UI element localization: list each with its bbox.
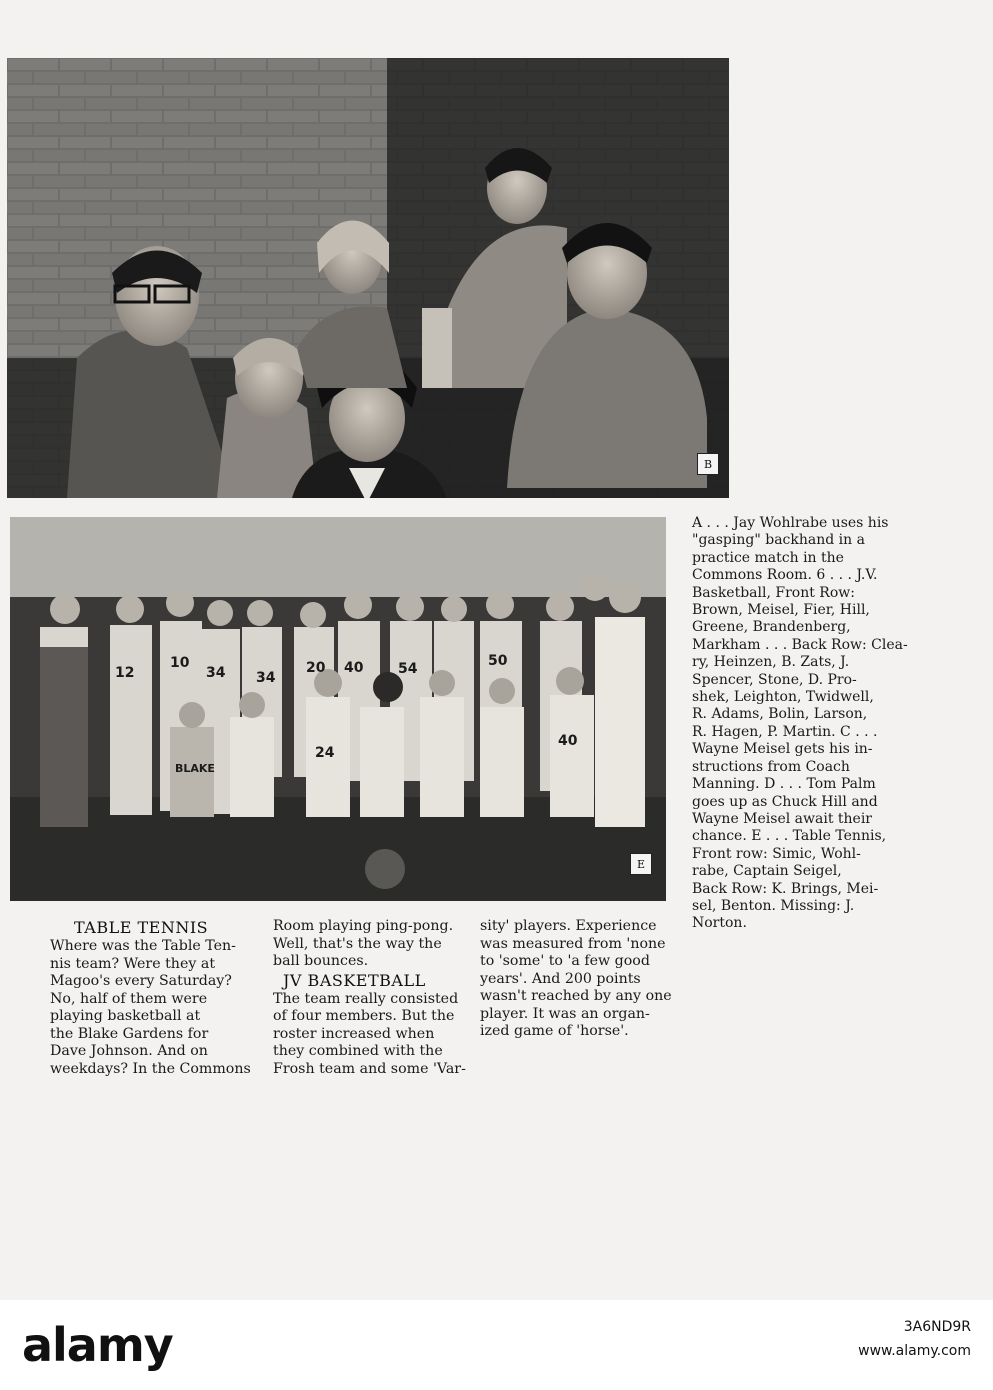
jv-basketball-heading: JV BASKETBALL bbox=[283, 970, 426, 990]
table-tennis-heading: TABLE TENNIS bbox=[74, 918, 209, 937]
jv-basketball-text: The team really consisted of four members. But the roster increased when they combined with the Frosh team and some 'Var- bbox=[273, 990, 466, 1077]
table-tennis-text-cont: Room playing ping-pong. Well, that's the way the ball bounces. bbox=[273, 918, 454, 969]
jv-basketball-photo bbox=[10, 517, 666, 901]
footer-url[interactable]: www.alamy.com bbox=[858, 1343, 971, 1359]
jersey-number: 34 bbox=[256, 670, 276, 686]
jv-basketball-text-cont: sity' players. Experience was measured from 'none to 'some' to 'a few good years'. And 200 points wasn't reached by any one player. It was an organ- ized game of 'horse'. bbox=[480, 918, 672, 1039]
alamy-logo: alamy bbox=[22, 1318, 173, 1372]
table-tennis-photo-art bbox=[7, 58, 729, 498]
jersey-number: 24 bbox=[315, 745, 335, 761]
jersey-number: 10 bbox=[170, 655, 190, 671]
table-tennis-article bbox=[50, 918, 270, 1078]
jv-basketball-photo-art bbox=[10, 517, 666, 901]
footer-id bbox=[858, 1315, 971, 1363]
jersey-number: 50 bbox=[488, 653, 508, 669]
jersey-number: 34 bbox=[206, 665, 226, 681]
photo-label-e: E bbox=[630, 853, 652, 875]
jersey-number: 54 bbox=[398, 661, 418, 677]
jersey-number: 20 bbox=[306, 660, 326, 676]
jersey-number: 40 bbox=[558, 733, 578, 749]
jersey-number: 40 bbox=[344, 660, 364, 676]
image-id: 3A6ND9R bbox=[903, 1319, 971, 1335]
photo-label-b: B bbox=[697, 453, 719, 475]
jersey-text: BLAKE bbox=[175, 762, 215, 775]
table-tennis-text: Where was the Table Ten- nis team? Were they at Magoo's every Saturday? No, half of them were playing basketball at the Blake Gardens for Dave Johnson. And on weekdays? In the Commons bbox=[50, 938, 251, 1077]
middle-column bbox=[273, 918, 473, 1078]
table-tennis-photo bbox=[7, 58, 729, 498]
basketball bbox=[365, 849, 405, 889]
jersey-number: 12 bbox=[115, 665, 135, 681]
photo-captions: A . . . Jay Wohlrabe uses his "gasping" backhand in a practice match in the Commons Room. 6 . . . J.V. Basketball, Front Row: Brown, Meisel, Fier, Hill, Greene, Brandenberg, Markham . . . Back Row: Clea- ry, Heinzen, B. Zats, J. Spencer, Stone, D. Pro- shek, Leighton, Twidwell, R. Adams, Bolin, Larson, R. Hagen, P. Martin. C . . . Wayne Meisel gets his in- structions from Coach Manning. D . . . Tom Palm goes up as Chuck Hill and Wayne Meisel await their chance. E . . . Table Tennis, Front row: Simic, Wohl- rabe, Captain Seigel, Back Row: K. Brings, Mei- sel, Benton. Missing: J. Norton. bbox=[692, 515, 908, 932]
